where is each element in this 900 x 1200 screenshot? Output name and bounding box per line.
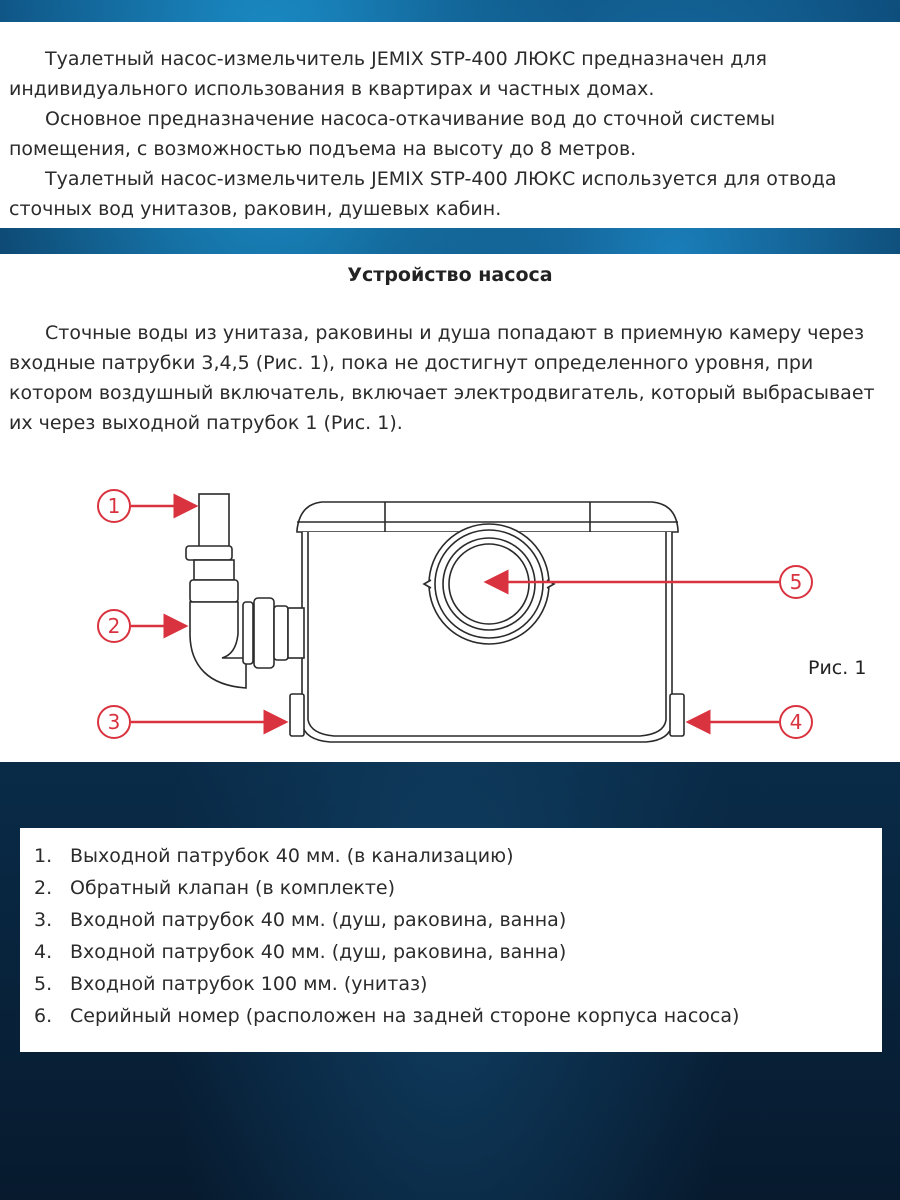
parts-list [34, 840, 739, 1032]
device-description: Сточные воды из унитаза, раковины и душа попадают в приемную камеру через входные патрубки 3,4,5 (Рис. 1), пока не достигнут определенного уровня, при котором воздушный включатель, включает электродвигатель, который выбрасывает их через выходной патрубок 1 (Рис. 1). [9, 322, 875, 434]
check-valve-assembly [186, 494, 304, 688]
pump-body [290, 502, 684, 742]
callout-4 [688, 706, 812, 738]
device-panel [0, 254, 900, 762]
svg-text:3: 3 [107, 710, 121, 734]
svg-text:1: 1 [107, 494, 121, 518]
list-item: 6. Серийный номер (расположен на задней стороне корпуса насоса) [34, 1005, 740, 1027]
callout-1 [98, 490, 196, 522]
section-title: Устройство насоса [347, 264, 553, 286]
list-item: 2. Обратный клапан (в комплекте) [34, 877, 396, 899]
intro-paragraph-3: Туалетный насос-измельчитель JEMIX STP-400 ЛЮКС используется для отвода сточных вод унитазов, раковин, душевых кабин. [9, 168, 837, 220]
intro-paragraph-1: Туалетный насос-измельчитель JEMIX STP-400 ЛЮКС предназначен для индивидуального использования в квартирах и частных домах. [9, 48, 767, 100]
parts-list-panel [20, 828, 882, 1052]
figure-label: Рис. 1 [808, 657, 867, 679]
list-item: 3. Входной патрубок 40 мм. (душ, раковина, ванна) [34, 909, 567, 931]
intro-panel [0, 22, 900, 228]
callout-2 [98, 610, 186, 642]
list-item: 1. Выходной патрубок 40 мм. (в канализацию) [34, 845, 514, 867]
svg-text:4: 4 [789, 710, 803, 734]
pump-diagram [0, 474, 900, 762]
svg-text:5: 5 [789, 570, 803, 594]
callout-3 [98, 706, 286, 738]
list-item: 4. Входной патрубок 40 мм. (душ, раковина, ванна) [34, 941, 567, 963]
svg-text:2: 2 [107, 614, 121, 638]
intro-text [9, 44, 894, 224]
list-item: 5. Входной патрубок 100 мм. (унитаз) [34, 973, 428, 995]
intro-paragraph-2: Основное предназначение насоса-откачивание вод до сточной системы помещения, с возможностью подъема на высоту до 8 метров. [9, 108, 776, 160]
